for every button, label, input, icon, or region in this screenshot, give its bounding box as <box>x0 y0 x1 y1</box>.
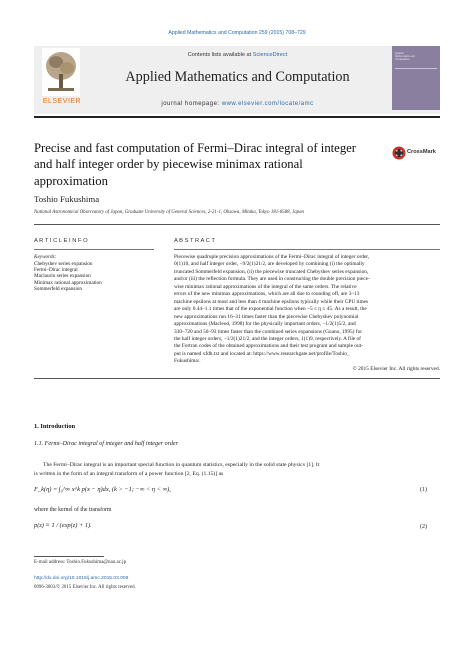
kernel-text: where the kernel of the transform <box>34 507 112 513</box>
abstract-line: are only 0.44–1.1 times that of the exponential function when −5 ≤ η ≤ 45. As a result, the <box>174 306 367 313</box>
crossmark-badge[interactable] <box>392 145 440 161</box>
equation-1: F_k(η) = ∫₀^∞ x^k p(x − η)dx, (k > −1; −∞ < η < ∞), <box>34 486 171 493</box>
journal-cover-thumbnail <box>392 46 440 110</box>
author-affiliation: National Astronomical Observatory of Japan, Graduate University of General Sciences, 2-21-1, Ohsawa, Mitaka, Tokyo 181-8588, Japan <box>34 210 304 215</box>
intro-paragraph <box>34 461 440 478</box>
issn-line: 0096-3003/© 2015 Elsevier Inc. All rights reserved. <box>34 585 136 590</box>
title-line-1: Precise and fast computation of Fermi–Dirac integral of integer <box>34 141 357 155</box>
homepage-prefix: journal homepage: <box>161 101 222 107</box>
journal-title: Applied Mathematics and Computation <box>125 69 350 85</box>
footnote-rule <box>34 556 104 557</box>
intro-line-1: The Fermi–Dirac integral is an important special function in quantum statistics, especially in the solid state physics [1]. It <box>43 462 320 468</box>
journal-reference[interactable]: Applied Mathematics and Computation 259 (2015) 708–729 <box>168 30 306 36</box>
article-info-heading: A R T I C L E I N F O <box>34 238 88 244</box>
abstract-body <box>174 254 440 366</box>
title-line-2: and half integer order by piecewise minimax rational <box>34 157 303 172</box>
keyword-item: Minimax rational approximation <box>34 279 102 286</box>
article-info-rule <box>34 249 154 250</box>
abstract-line: put is named xfdh.txt and located at: https://www.researchgate.net/profile/Toshio_ <box>174 350 350 357</box>
equation-2-number: (2) <box>420 524 427 530</box>
subsection-heading: 1.1. Fermi–Dirac integral of integer and half integer order <box>34 441 178 447</box>
keywords-label: Keywords: <box>34 254 57 260</box>
abstract-line: and/or (iii) the reflection formula. They are used in constructing the double precision piece- <box>174 276 370 283</box>
crossmark-icon <box>392 146 406 160</box>
abstract-line: the half integer orders, −1/2(1)21/2, and the integer orders, 1(1)9, respectively. A file of <box>174 335 361 342</box>
affiliation-rule <box>34 224 440 225</box>
article-title <box>34 140 386 189</box>
abstract-line: new approximations run 16–31 times faster than the piecewise Chebyshev polynomial <box>174 313 359 320</box>
keyword-item: Fermi–Dirac integral <box>34 267 78 274</box>
intro-line-2: is written in the form of an integral transform of a power function [2, Eq. (1.15)] as <box>34 470 224 477</box>
abstract-line: 330–720 and 50–93 times faster than the combined series expansions (Goano, 1995) for <box>174 328 363 335</box>
sciencedirect-link[interactable]: ScienceDirect <box>252 52 288 58</box>
abstract-line: wise minimax rational approximations of the integral of the same orders. The relative <box>174 283 357 290</box>
footnote-email[interactable]: E-mail address: Toshio.Fukushima@nao.ac.jp <box>34 560 127 565</box>
abstract-rule <box>174 249 440 250</box>
abstract-line: approximations (Macleod, 1998) for the physically important orders, −1/2(1)5/2, and <box>174 321 356 328</box>
keyword-item: Sommerfeld expansion <box>34 285 82 292</box>
abstract-line: 0(1)10, and half integer order, −9/2(1)21/2, are developed by combining (i) the optimally <box>174 261 365 268</box>
homepage-link[interactable]: www.elsevier.com/locate/amc <box>221 101 314 107</box>
author-name: Toshio Fukushima <box>34 194 100 204</box>
section-heading: 1. Introduction <box>34 423 76 430</box>
keyword-item: Chebyshev series expansion <box>34 261 93 267</box>
abstract-line: errors of the new minimax approximations, which are all due to rounding off, are 3–13 <box>174 291 360 298</box>
abstract-line: machine epsilons at most and less than 4 machine epsilons typically while their CPU times <box>174 298 369 305</box>
cover-title: Applied Mathematics and Computation <box>395 52 415 61</box>
header-rule <box>34 116 440 118</box>
abstract-line: truncated Sommerfeld expansion, (ii) the piecewise truncated Chebyshev series expansion, <box>174 268 369 275</box>
doi-link[interactable]: http://dx.doi.org/10.1016/j.amc.2015.03.009 <box>34 576 129 581</box>
abstract-bottom-rule <box>34 378 440 379</box>
crossmark-label: CrossMark <box>407 149 436 155</box>
abstract-line: Fukushima/. <box>174 358 201 365</box>
equation-2: p(z) ≡ 1 / (exp(z) + 1). <box>34 522 92 529</box>
elsevier-tree-icon <box>36 46 86 98</box>
abstract-heading: A B S T R A C T <box>174 238 215 244</box>
journal-homepage <box>90 101 385 107</box>
keyword-item: Maclaurin series expansion <box>34 273 91 280</box>
equation-1-number: (1) <box>420 487 427 493</box>
title-line-3: approximation <box>34 173 108 188</box>
contents-line <box>90 52 385 58</box>
abstract-line: Piecewise quadruple precision approximations of the Fermi–Dirac integral of integer order, <box>174 254 370 260</box>
keywords-list <box>34 261 154 292</box>
elsevier-logo <box>36 46 86 112</box>
publisher-name: ELSEVIER <box>42 98 82 105</box>
cover-rule <box>395 68 437 69</box>
abstract-line: the Fortran codes of the obtained approximations and their test program and sample out- <box>174 343 363 350</box>
copyright-notice: © 2015 Elsevier Inc. All rights reserved. <box>352 366 440 372</box>
contents-prefix: Contents lists available at <box>187 52 253 58</box>
